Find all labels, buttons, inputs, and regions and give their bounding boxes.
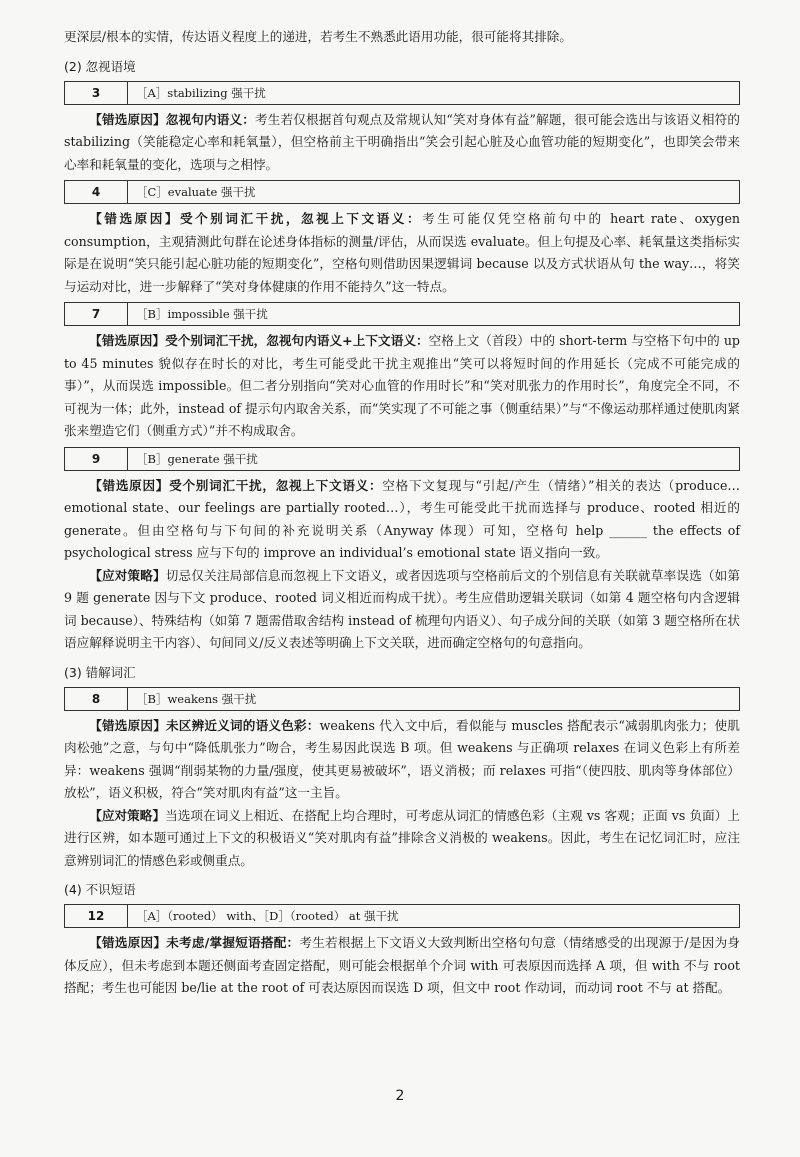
explanation-text: 考生可能仅凭空格前句中的 heart rate、oxygen consumption，主观猜测此句群在论述身体指标的测量/评估，从而误选 evaluate。但上句提及心率、耗氧量这类指标实际是在说明“笑只能引起心脏功能的短期变化”，空格句则借助因果逻辑词 because 以及方式状语从句 the way…，将笑与运动对比，进一步解释了“笑对身体健康的作用不能持久”这一特点。	[64, 211, 741, 294]
strategy-text: 当选项在词义上相近、在搭配上均合理时，可考虑从词汇的情感色彩（主观 vs 客观；正面 vs 负面）上进行区辨，如本题可通过上下文的积极语义“笑对肌肉有益”排除含义消极的 weakens。因此，考生在记忆词汇时，应注意辨别词汇的情感色彩或侧重点。	[64, 807, 741, 868]
strategy-paragraph	[64, 565, 740, 655]
error-tag: 【错选原因】	[89, 477, 170, 493]
distractor-option: ［B］generate 强干扰	[127, 448, 258, 470]
explanation-paragraph	[64, 208, 740, 298]
question-number: 7	[91, 307, 101, 321]
distractor-option: ［C］evaluate 强干扰	[127, 181, 255, 203]
explanation-text: 空格下文复现与“引起/产生（情绪）”相关的表达（produce…emotional state、our feelings are partially rooted…），考生可能受此干扰而选择与 produce、rooted 相近的 generate。但由空格句与下句间的补充说明关系（Anyway 体现）可知，空格句 help ______ the effects of psychological stress 应与下句的 improve an individual’s emotional state 语义指向一致。	[64, 477, 741, 560]
error-keyword: 忽视句内语义：	[165, 111, 256, 127]
page-number: 2	[395, 1088, 405, 1104]
question-number: 12	[87, 909, 105, 923]
error-keyword: 受个别词汇干扰，忽视句内语义+上下文语义：	[165, 333, 429, 348]
section-heading-unknown-phrases: (4) 不识短语	[64, 882, 136, 897]
error-keyword: 受个别词汇干扰，忽视上下文语义：	[169, 477, 383, 493]
explanation-text: 考生若仅根据首句观点及常规认知“笑对身体有益”解题，很可能会选出与该语义相符的 stabilizing（笑能稳定心率和耗氧量），但空格前主干明确指出“笑会引起心脏及心血管功能的短期变化”，也即笑会带来心率和耗氧量的变化，选项与之相悖。	[64, 111, 740, 172]
distractor-option: ［B］impossible 强干扰	[127, 303, 268, 325]
explanation-paragraph	[64, 932, 740, 1000]
question-box-7	[64, 302, 740, 326]
question-box-12	[64, 904, 740, 928]
question-number: 4	[91, 185, 101, 199]
question-number: 9	[91, 451, 101, 466]
error-keyword: 未区辨近义词的语义色彩：	[166, 717, 320, 733]
explanation-paragraph	[64, 715, 740, 805]
question-box-4	[64, 180, 740, 204]
error-keyword: 未考虑/掌握短语搭配：	[166, 935, 300, 950]
section-heading-misread-vocabulary: (3) 错解词汇	[64, 664, 136, 680]
explanation-paragraph	[64, 330, 740, 443]
strategy-paragraph	[64, 805, 740, 873]
section-heading-ignore-context: (2) 忽视语境	[64, 58, 136, 74]
error-tag: 【错选原因】	[89, 211, 180, 226]
distractor-option: ［A］（rooted） with、［D］（rooted） at 强干扰	[127, 905, 399, 927]
question-box-8	[64, 687, 740, 711]
lead-paragraph: 更深层/根本的实情，传达语义程度上的递进，若考生不熟悉此语用功能，很可能将其排除。	[64, 29, 572, 44]
strategy-tag: 【应对策略】	[89, 807, 166, 823]
question-box-3	[64, 81, 740, 105]
explanation-paragraph	[64, 475, 740, 565]
error-tag: 【错选原因】	[89, 333, 166, 348]
question-number: 3	[91, 85, 101, 100]
explanation-paragraph	[64, 109, 740, 177]
error-tag: 【错选原因】	[89, 935, 167, 950]
question-box-9	[64, 447, 740, 471]
strategy-text: 切忌仅关注局部信息而忽视上下文语义，或者因选项与空格前后文的个别信息有关联就草率误选（如第 9 题 generate 因与下文 produce、rooted 词义相近而构成干扰）。考生应借助逻辑关联词（如第 4 题空格句内含逻辑词 because）、特殊结构（如第 7 题需借取舍结构 instead of 梳理句内语义）、句子成分间的关联（如第 3 题空格所在状语应解释说明主干内容）、句间同义/反义表述等明确上下文关联，进而确定空格句的句意指向。	[64, 567, 741, 650]
distractor-option: ［B］weakens 强干扰	[127, 688, 256, 710]
distractor-option: ［A］stabilizing 强干扰	[127, 82, 266, 104]
page-content	[64, 24, 740, 1000]
explanation-text: weakens 代入文中后，看似能与 muscles 搭配表示“减弱肌肉张力；使肌肉松弛”之意，与句中“降低肌张力”吻合，考生易因此误选 B 项。但 weakens 与正确项 relaxes 在词义色彩上有所差异：weakens 强调“削弱某物的力量/强度，使其更易被破坏”，语义消极；而 relaxes 可指“（使四肢、肌肉等身体部位）放松”，语义积极，符合“笑对肌肉有益”这一主旨。	[64, 717, 740, 800]
explanation-text: 考生若根据上下文语义大致判断出空格句句意（情绪感受的出现源于/是因为身体反应），但未考虑到本题还侧面考查固定搭配，则可能会根据单个介词 with 可表原因而选择 A 项，但 with 不与 root 搭配；考生也可能因 be/lie at the root of 可表达原因而误选 D 项，但文中 root 作动词，而动词 root 不与 at 搭配。	[64, 935, 740, 995]
error-tag: 【错选原因】	[89, 717, 166, 733]
explanation-text: 空格上文（首段）中的 short-term 与空格下句中的 up to 45 minutes 貌似存在时长的对比，考生可能受此干扰主观推出“笑可以将短时间的作用延长（完成不可能完成的事）”，从而误选 impossible。但二者分别指向“笑对心血管的作用时长”和“笑对肌张力的作用时长”，角度完全不同，不可视为一体；此外，instead of 提示句内取舍关系，而“笑实现了不可能之事（侧重结果）”与“不像运动那样通过使肌肉紧张来塑造它们（侧重方式）”并不构成取舍。	[64, 333, 740, 438]
error-tag: 【错选原因】	[89, 111, 166, 127]
question-number: 8	[91, 691, 101, 706]
error-keyword: 受个别词汇干扰，忽视上下文语义：	[179, 211, 423, 226]
strategy-tag: 【应对策略】	[89, 567, 166, 583]
